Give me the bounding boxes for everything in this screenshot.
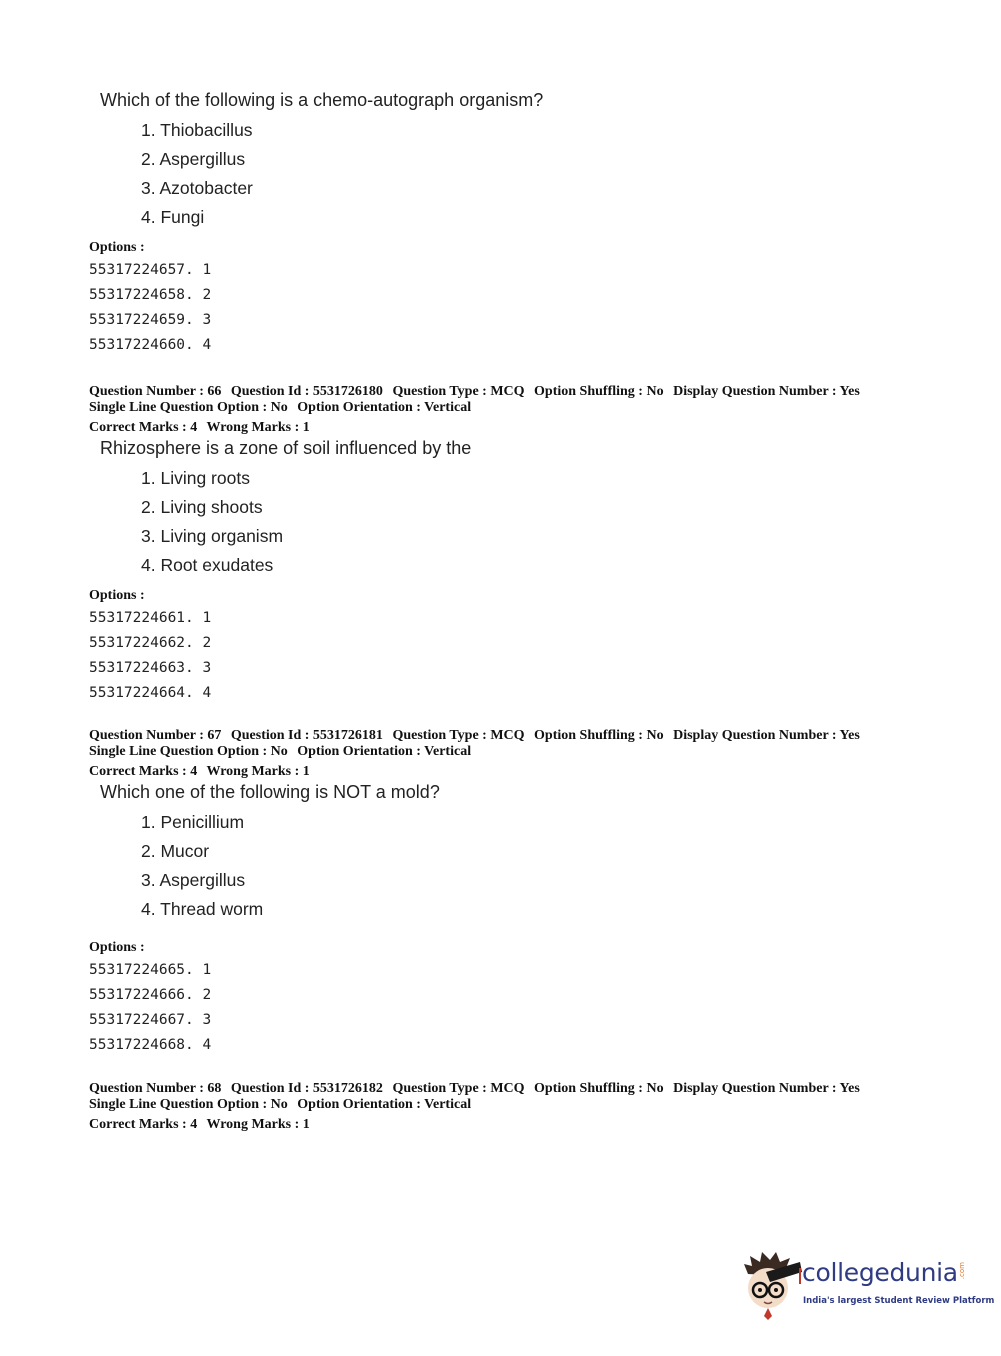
choice-1: 1. Thiobacillus [141, 120, 253, 140]
mascot-icon [740, 1250, 802, 1320]
option-id-1: 55317224657. 1 [89, 262, 212, 278]
option-shuffling: Option Shuffling : No [534, 384, 664, 399]
question-number: Question Number : 66 [89, 384, 222, 399]
choice-2: 2. Aspergillus [141, 149, 246, 169]
question-id: Question Id : 5531726181 [230, 728, 383, 743]
question-meta-line-1 [89, 728, 949, 744]
question-type: Question Type : MCQ [392, 1081, 525, 1096]
single-line-option: Single Line Question Option : No [89, 1097, 288, 1112]
question-text: Which of the following is a chemo-autograph organism? [100, 90, 544, 110]
correct-marks: Correct Marks : 4 [89, 420, 198, 435]
options-label: Options : [89, 940, 145, 955]
option-id-4: 55317224660. 4 [89, 337, 212, 353]
option-orientation: Option Orientation : Vertical [297, 400, 472, 415]
choice-4: 4. Thread worm [141, 899, 264, 919]
question-meta-line-3 [89, 764, 949, 780]
choice-3: 3. Aspergillus [141, 870, 246, 890]
logo-tagline: India's largest Student Review Platform [803, 1296, 995, 1306]
options-label: Options : [89, 240, 145, 255]
display-question-number: Display Question Number : Yes [673, 384, 860, 399]
question-meta-line-1 [89, 1081, 949, 1097]
wrong-marks: Wrong Marks : 1 [206, 764, 310, 779]
question-type: Question Type : MCQ [392, 384, 525, 399]
collegedunia-logo [740, 1250, 995, 1320]
single-line-option: Single Line Question Option : No [89, 400, 288, 415]
question-number: Question Number : 67 [89, 728, 222, 743]
choice-4: 4. Fungi [141, 207, 205, 227]
option-id-2: 55317224658. 2 [89, 287, 212, 303]
choice-1: 1. Penicillium [141, 812, 245, 832]
option-shuffling: Option Shuffling : No [534, 728, 664, 743]
options-label: Options : [89, 588, 145, 603]
display-question-number: Display Question Number : Yes [673, 1081, 860, 1096]
wrong-marks: Wrong Marks : 1 [206, 420, 310, 435]
wrong-marks: Wrong Marks : 1 [206, 1117, 310, 1132]
question-id: Question Id : 5531726180 [230, 384, 383, 399]
question-meta-line-2 [89, 744, 949, 760]
single-line-option: Single Line Question Option : No [89, 744, 288, 759]
question-block-65 [89, 88, 949, 358]
choice-2: 2. Living shoots [141, 497, 263, 517]
option-id-4: 55317224668. 4 [89, 1037, 212, 1053]
question-meta-line-2 [89, 1097, 949, 1113]
option-id-2: 55317224666. 2 [89, 987, 212, 1003]
correct-marks: Correct Marks : 4 [89, 1117, 198, 1132]
question-block-66 [89, 384, 949, 706]
question-meta-line-2 [89, 400, 949, 416]
option-id-3: 55317224667. 3 [89, 1012, 212, 1028]
question-text: Rhizosphere is a zone of soil influenced by the [100, 438, 472, 458]
choice-2: 2. Mucor [141, 841, 210, 861]
question-meta-line-3 [89, 420, 949, 436]
logo-wordmark: collegedunia [802, 1258, 958, 1287]
question-block-67 [89, 728, 949, 1058]
question-text: Which one of the following is NOT a mold? [100, 782, 440, 802]
question-meta-line-3 [89, 1117, 949, 1133]
question-meta-line-1 [89, 384, 949, 400]
option-id-3: 55317224659. 3 [89, 312, 212, 328]
question-block-68 [89, 1081, 949, 1133]
option-id-4: 55317224664. 4 [89, 685, 212, 701]
option-shuffling: Option Shuffling : No [534, 1081, 664, 1096]
choice-3: 3. Azotobacter [141, 178, 253, 198]
option-orientation: Option Orientation : Vertical [297, 1097, 472, 1112]
option-orientation: Option Orientation : Vertical [297, 744, 472, 759]
question-id: Question Id : 5531726182 [230, 1081, 383, 1096]
choice-3: 3. Living organism [141, 526, 284, 546]
choice-4: 4. Root exudates [141, 555, 274, 575]
option-id-1: 55317224665. 1 [89, 962, 212, 978]
question-type: Question Type : MCQ [392, 728, 525, 743]
display-question-number: Display Question Number : Yes [673, 728, 860, 743]
correct-marks: Correct Marks : 4 [89, 764, 198, 779]
choice-1: 1. Living roots [141, 468, 250, 488]
option-id-2: 55317224662. 2 [89, 635, 212, 651]
option-id-3: 55317224663. 3 [89, 660, 212, 676]
logo-suffix: .com [958, 1262, 966, 1280]
option-id-1: 55317224661. 1 [89, 610, 212, 626]
question-number: Question Number : 68 [89, 1081, 222, 1096]
